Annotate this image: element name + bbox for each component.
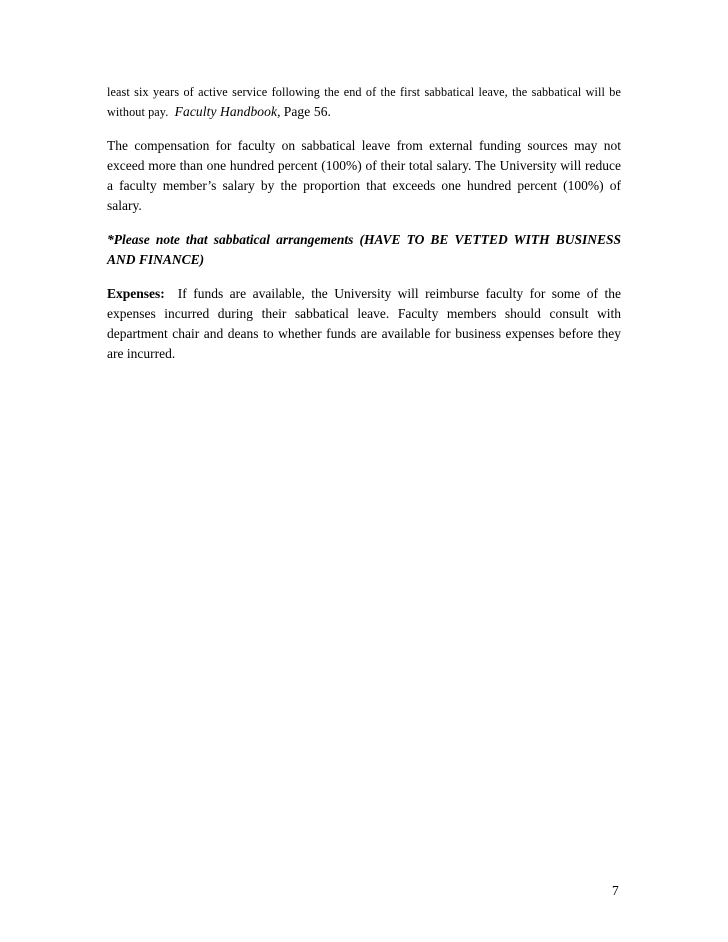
paragraph-sabbatical-pay-text: least six years of active service following the end of the first sabbatical leave, the sabbatical will be without pay. bbox=[107, 85, 621, 119]
expenses-label: Expenses: bbox=[107, 286, 165, 301]
page-number: 7 bbox=[612, 883, 619, 898]
vetting-note: *Please note that sabbatical arrangements (HAVE TO BE VETTED WITH BUSINESS AND FINANCE) bbox=[107, 232, 621, 267]
page-body bbox=[107, 82, 621, 364]
citation-page: Page 56. bbox=[283, 104, 332, 119]
paragraph-compensation: The compensation for faculty on sabbatical leave from external funding sources may not exceed more than one hundred percent (100%) of their total salary. The University will reduce a faculty member’s salary by the proportion that exceeds one hundred percent (100%) of salary. bbox=[107, 138, 621, 213]
expenses-text: If funds are available, the University will reimburse faculty for some of the expenses incurred during their sabbatical leave. Faculty members should consult with department chair and deans to whether funds are available for business expenses before they are incurred. bbox=[107, 286, 621, 361]
paragraph-sabbatical-pay bbox=[107, 82, 621, 122]
paragraph-expenses bbox=[107, 284, 621, 364]
faculty-handbook-citation: Faculty Handbook, bbox=[174, 104, 281, 119]
